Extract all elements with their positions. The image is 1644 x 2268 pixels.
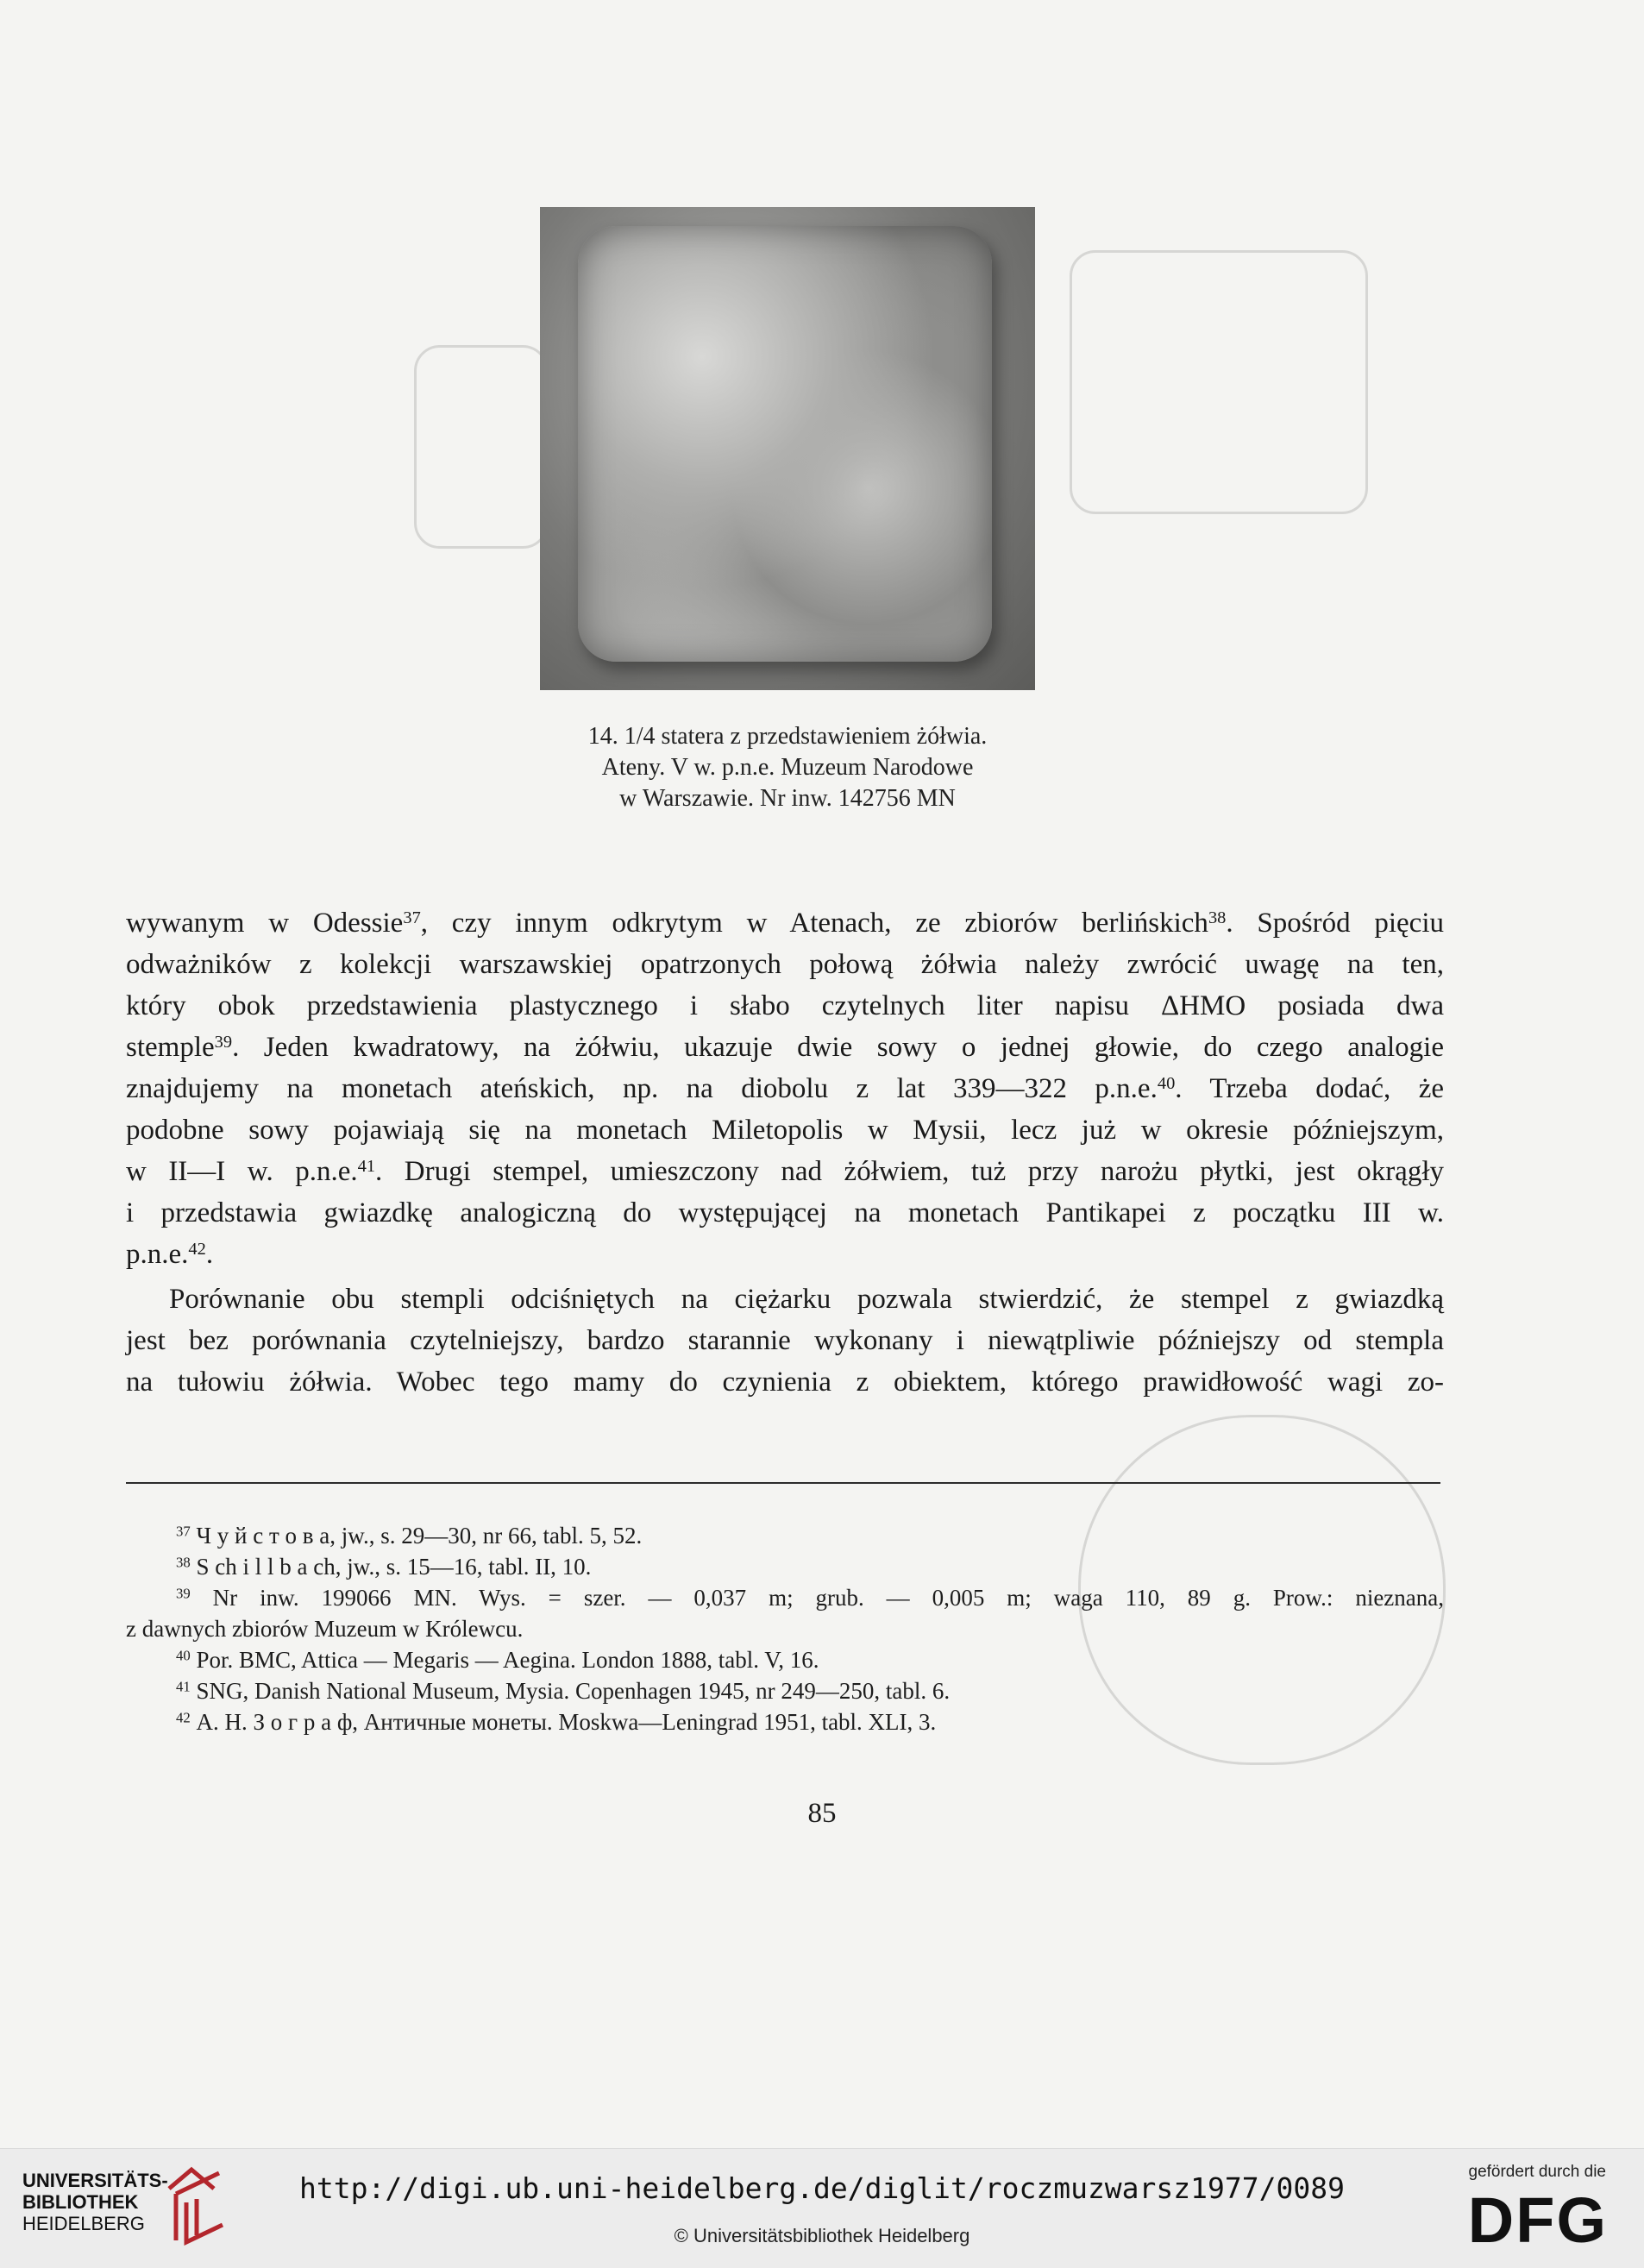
text-run: w II—I w. p.n.e.	[126, 1156, 358, 1187]
footnote-text: S ch i l l b a ch, jw., s. 15—16, tabl. II, 10.	[196, 1554, 592, 1580]
text-run: stemple	[126, 1032, 215, 1063]
text-run: p.n.e.	[126, 1239, 189, 1270]
caption-line: w Warszawie. Nr inw. 142756 MN	[619, 785, 956, 812]
footnote-continuation: z dawnych zbiorów Muzeum w Królewcu.	[126, 1616, 524, 1642]
bleed-through-shape	[1070, 250, 1368, 514]
text-line	[126, 1151, 1444, 1192]
footnote-marker: 38	[1208, 908, 1227, 927]
footnote-text: Ч у й с т о в а, jw., s. 29—30, nr 66, tabl. 5, 52.	[196, 1523, 643, 1549]
text-run: odważników z kolekcji warszawskiej opatrzonych połową żółwia należy zwrócić uwagę na ten,	[126, 949, 1444, 980]
text-line	[126, 1192, 1444, 1234]
footnote-rule	[126, 1482, 1440, 1484]
footnotes	[126, 1520, 1444, 1737]
footnote	[126, 1520, 1444, 1551]
footnote-number: 38	[176, 1554, 191, 1571]
body-paragraph-2	[126, 1278, 1444, 1403]
footnote	[126, 1644, 1444, 1675]
footnote-number: 39	[176, 1585, 191, 1602]
footnote-text: А. Н. З о г р а ф, Античные монеты. Moskwa—Leningrad 1951, tabl. XLI, 3.	[196, 1709, 937, 1735]
footnote-marker: 42	[188, 1239, 206, 1259]
footnote	[126, 1582, 1444, 1613]
figure-caption	[483, 721, 1092, 814]
footnote-number: 42	[176, 1709, 191, 1726]
text-run: . Drugi stempel, umieszczony nad żółwiem, tuż przy narożu płytki, jest okrągły	[375, 1156, 1444, 1187]
footnote	[126, 1706, 1444, 1737]
weight-photograph	[540, 207, 1035, 690]
text-run: który obok przedstawienia plastycznego i słabo czytelnych liter napisu ΔΗΜΟ posiada dwa	[126, 990, 1444, 1021]
footnote-text: Nr inw. 199066 MN. Wys. = szer. — 0,037 m; grub. — 0,005 m; waga 110, 89 g. Prow.: nieznana,	[212, 1585, 1445, 1611]
footnote-text: SNG, Danish National Museum, Mysia. Copenhagen 1945, nr 249—250, tabl. 6.	[196, 1678, 951, 1704]
text-line: jest bez porównania czytelniejszy, bardzo starannie wykonany i niewątpliwie późniejszy od stempla	[126, 1325, 1444, 1356]
dfg-logo: DFG	[1467, 2184, 1608, 2256]
footnote-marker: 37	[403, 908, 421, 927]
text-line	[126, 944, 1444, 985]
funding-label: gefördert durch die	[1468, 2163, 1606, 2181]
text-line: na tułowiu żółwia. Wobec tego mamy do czynienia z obiektem, którego prawidłowość wagi zo-	[126, 1366, 1444, 1398]
text-line	[126, 902, 1444, 944]
footnote-marker: 39	[214, 1032, 233, 1052]
text-run: . Spośród pięciu	[1226, 908, 1444, 939]
library-name: UNIVERSITÄTS- BIBLIOTHEK HEIDELBERG	[22, 2170, 168, 2234]
text-run: wywanym w Odessie	[126, 908, 404, 939]
turtle-weight-image	[578, 226, 992, 662]
footnote-number: 40	[176, 1647, 191, 1664]
bleed-through-shape-2	[414, 345, 549, 549]
text-run: . Trzeba dodać, że	[1175, 1073, 1444, 1104]
text-line	[126, 1234, 1444, 1275]
footnote-marker: 40	[1157, 1073, 1176, 1093]
footnote-number: 41	[176, 1678, 191, 1695]
text-run: , czy innym odkrytym w Atenach, ze zbiorów berlińskich	[420, 908, 1208, 939]
footnote	[126, 1551, 1444, 1582]
text-line	[126, 985, 1444, 1027]
caption-line: 14. 1/4 statera z przedstawieniem żółwia.	[587, 723, 988, 750]
footnote-marker: 41	[357, 1156, 376, 1176]
text-run: i przedstawia gwiazdkę analogiczną do występującej na monetach Pantikapei z początku III w.	[126, 1197, 1444, 1228]
document-url[interactable]: http://digi.ub.uni-heidelberg.de/diglit/roczmuzwarsz1977/0089	[299, 2171, 1345, 2205]
text-run: znajdujemy na monetach ateńskich, np. na diobolu z lat 339—322 p.n.e.	[126, 1073, 1158, 1104]
footnote-number: 37	[176, 1523, 191, 1540]
body-paragraph-1	[126, 902, 1444, 1275]
footnote	[126, 1675, 1444, 1706]
text-line	[126, 1109, 1444, 1151]
text-line: Porównanie obu stempli odciśniętych na ciężarku pozwala stwierdzić, że stempel z gwiazdką	[169, 1284, 1444, 1315]
text-line	[126, 1027, 1444, 1068]
text-run: . Jeden kwadratowy, na żółwiu, ukazuje dwie sowy o jednej głowie, do czego analogie	[232, 1032, 1444, 1063]
text-run: podobne sowy pojawiają się na monetach Miletopolis w Mysii, lecz już w okresie późniejszym,	[126, 1115, 1444, 1146]
digitization-footer	[0, 2148, 1644, 2268]
page-number: 85	[807, 1798, 837, 1829]
text-line	[126, 1068, 1444, 1109]
copyright-notice: © Universitätsbibliothek Heidelberg	[674, 2225, 970, 2246]
text-run: .	[205, 1239, 214, 1270]
caption-line: Ateny. V w. p.n.e. Muzeum Narodowe	[601, 754, 974, 781]
footnote-text: Por. BMC, Attica — Megaris — Aegina. London 1888, tabl. V, 16.	[196, 1647, 819, 1673]
